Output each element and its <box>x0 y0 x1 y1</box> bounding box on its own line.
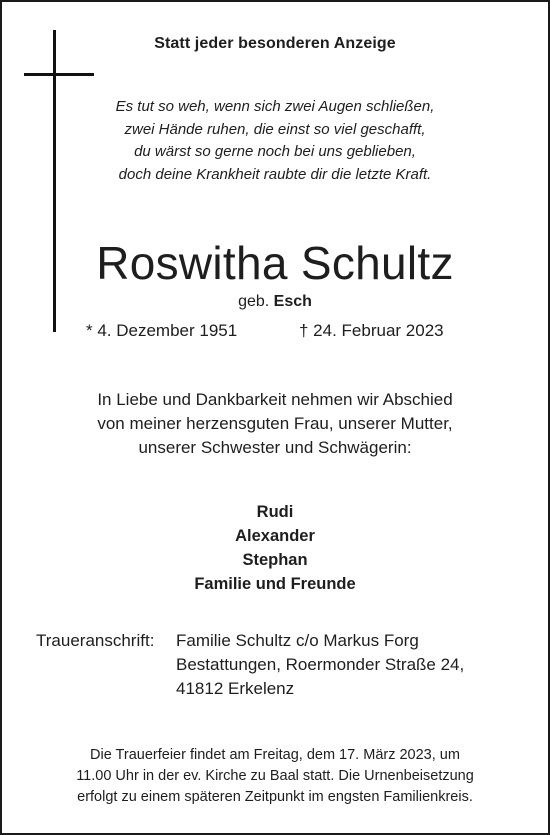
service-line: 11.00 Uhr in der ev. Kirche zu Baal statt. Die Urnenbeisetzung <box>76 768 474 784</box>
funeral-service-info <box>2 745 548 808</box>
mourner-name: Familie und Freunde <box>194 575 356 593</box>
mourners-list <box>2 500 548 596</box>
notice-header: Statt jeder besonderen Anzeige <box>154 35 396 52</box>
farewell-text <box>2 388 548 460</box>
poem-line: zwei Hände ruhen, die einst so viel geschafft, <box>124 120 426 138</box>
poem <box>2 96 548 186</box>
service-line: Die Trauerfeier findet am Freitag, dem 17. März 2023, um <box>90 747 460 763</box>
address-line: Bestattungen, Roermonder Straße 24, <box>176 655 465 674</box>
mourner-name: Alexander <box>235 527 315 545</box>
address-line: Familie Schultz c/o Markus Forg <box>176 631 419 650</box>
service-line: erfolgt zu einem späteren Zeitpunkt im engsten Familienkreis. <box>77 789 473 805</box>
deceased-name: Roswitha Schultz <box>96 237 454 289</box>
farewell-line: unserer Schwester und Schwägerin: <box>138 438 412 457</box>
maiden-surname: Esch <box>273 293 312 310</box>
farewell-line: In Liebe und Dankbarkeit nehmen wir Abschied <box>97 390 453 409</box>
cross-icon-bar <box>24 73 94 76</box>
mourning-address <box>176 629 464 701</box>
maiden-name <box>2 293 548 311</box>
farewell-line: von meiner herzensguten Frau, unserer Mutter, <box>97 414 453 433</box>
mourner-name: Stephan <box>242 551 308 569</box>
mourner-name: Rudi <box>256 503 294 521</box>
birth-date: * 4. Dezember 1951 <box>86 321 238 340</box>
address-label: Traueranschrift: <box>36 631 155 650</box>
poem-line: doch deine Krankheit raubte dir die letzte Kraft. <box>118 165 432 183</box>
address-line: 41812 Erkelenz <box>176 679 295 698</box>
death-date: † 24. Februar 2023 <box>299 321 444 340</box>
poem-line: Es tut so weh, wenn sich zwei Augen schließen, <box>115 98 435 115</box>
maiden-prefix: geb. <box>238 293 270 310</box>
poem-line: du wärst so gerne noch bei uns geblieben, <box>134 143 416 160</box>
